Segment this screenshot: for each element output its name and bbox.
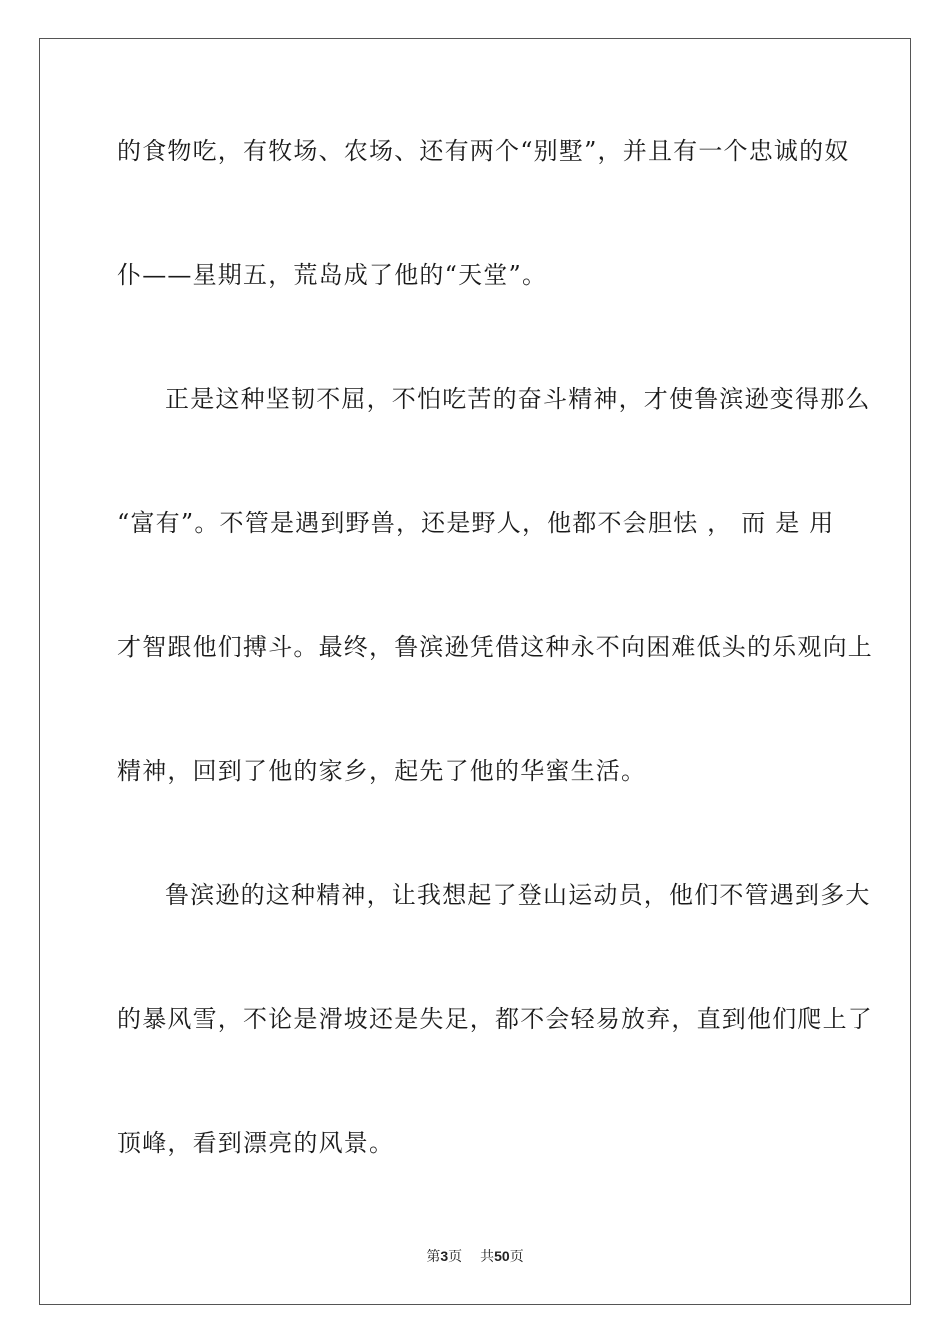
body-line-9: 顶峰，看到漂亮的风景。 <box>117 1129 395 1157</box>
body-line-8: 的暴风雪，不论是滑坡还是失足，都不会轻易放弃，直到他们爬上了 <box>117 1005 873 1033</box>
body-line-4: “富有”。不管是遇到野兽，还是野人，他都不会胆怯 ， 而 是 用 <box>117 509 835 537</box>
page-footer <box>0 1247 950 1266</box>
footer-total-prefix: 共 <box>480 1249 495 1265</box>
footer-total-pages: 50 <box>494 1248 510 1264</box>
footer-total-unit: 页 <box>509 1249 524 1265</box>
page-frame <box>39 38 911 1305</box>
footer-page-number: 3 <box>440 1248 449 1264</box>
body-line-7: 鲁滨逊的这种精神，让我想起了登山运动员，他们不管遇到多大 <box>165 881 871 909</box>
footer-page-unit: 页 <box>448 1249 463 1265</box>
footer-prefix: 第 <box>426 1249 441 1265</box>
body-line-2: 仆——星期五，荒岛成了他的“天堂”。 <box>117 261 548 289</box>
body-line-6: 精神，回到了他的家乡，起先了他的华蜜生活。 <box>117 757 647 785</box>
body-line-5: 才智跟他们搏斗。最终，鲁滨逊凭借这种永不向困难低头的乐观向上 <box>117 633 873 661</box>
body-line-1: 的食物吃，有牧场、农场、还有两个“别墅”，并且有一个忠诚的奴 <box>117 137 850 165</box>
body-line-3: 正是这种坚韧不屈，不怕吃苦的奋斗精神，才使鲁滨逊变得那么 <box>165 385 871 413</box>
